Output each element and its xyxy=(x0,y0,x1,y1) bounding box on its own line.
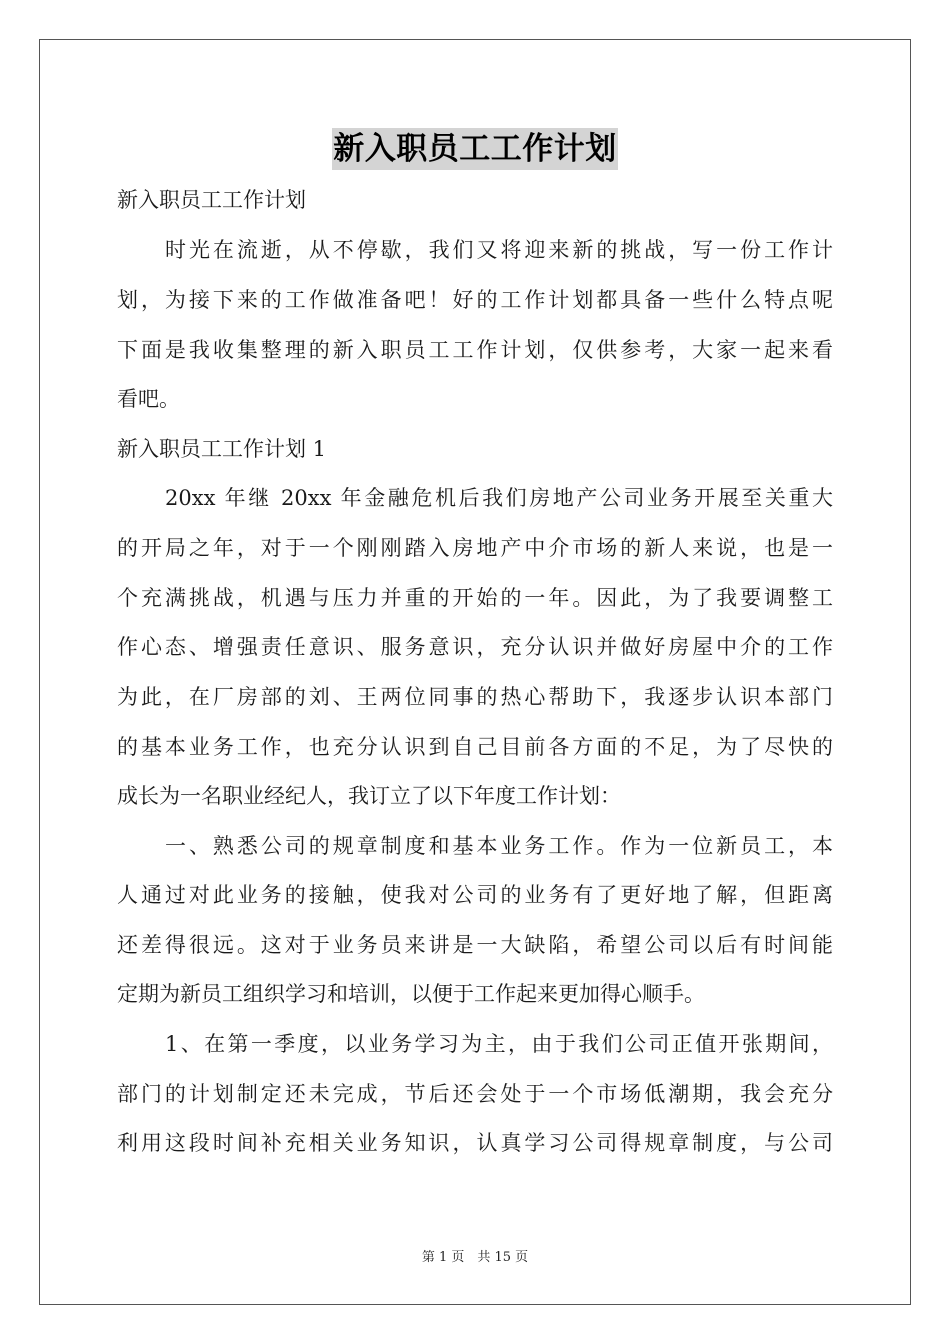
document-title: 新入职员工工作计划 xyxy=(332,128,618,170)
body-line: 下面是我收集整理的新入职员工工作计划，仅供参考，大家一起来看 xyxy=(117,338,833,362)
body-line: 部门的计划制定还未完成，节后还会处于一个市场低潮期，我会充分 xyxy=(117,1082,833,1106)
body-line: 1、在第一季度，以业务学习为主，由于我们公司正值开张期间， xyxy=(165,1032,833,1056)
title-container xyxy=(0,128,950,170)
page-border xyxy=(39,39,911,1305)
section-heading: 新入职员工工作计划 1 xyxy=(117,437,327,461)
body-line: 人通过对此业务的接触，使我对公司的业务有了更好地了解，但距离 xyxy=(117,883,833,907)
body-line: 的基本业务工作，也充分认识到自己目前各方面的不足，为了尽快的 xyxy=(117,735,833,759)
page-number: 第 1 页 共 15 页 xyxy=(421,1250,529,1265)
body-line: 个充满挑战，机遇与压力并重的开始的一年。因此，为了我要调整工 xyxy=(117,586,833,610)
body-line: 划，为接下来的工作做准备吧！好的工作计划都具备一些什么特点呢 xyxy=(117,288,833,312)
body-line: 还差得很远。这对于业务员来讲是一大缺陷，希望公司以后有时间能 xyxy=(117,933,833,957)
body-line: 时光在流逝，从不停歇，我们又将迎来新的挑战，写一份工作计 xyxy=(165,238,833,262)
body-line: 20xx 年继 20xx 年金融危机后我们房地产公司业务开展至关重大 xyxy=(165,486,833,510)
body-line: 利用这段时间补充相关业务知识，认真学习公司得规章制度，与公司 xyxy=(117,1131,833,1155)
body-line: 的开局之年，对于一个刚刚踏入房地产中介市场的新人来说，也是一 xyxy=(117,536,833,560)
body-line: 成长为一名职业经纪人，我订立了以下年度工作计划： xyxy=(117,784,621,808)
body-line: 一、熟悉公司的规章制度和基本业务工作。作为一位新员工，本 xyxy=(165,834,833,858)
subtitle-line: 新入职员工工作计划 xyxy=(117,188,306,212)
body-line: 定期为新员工组织学习和培训，以便于工作起来更加得心顺手。 xyxy=(117,982,705,1006)
body-line: 看吧。 xyxy=(117,387,180,411)
body-line: 作心态、增强责任意识、服务意识，充分认识并做好房屋中介的工作 xyxy=(117,635,833,659)
body-line: 为此，在厂房部的刘、王两位同事的热心帮助下，我逐步认识本部门 xyxy=(117,685,833,709)
